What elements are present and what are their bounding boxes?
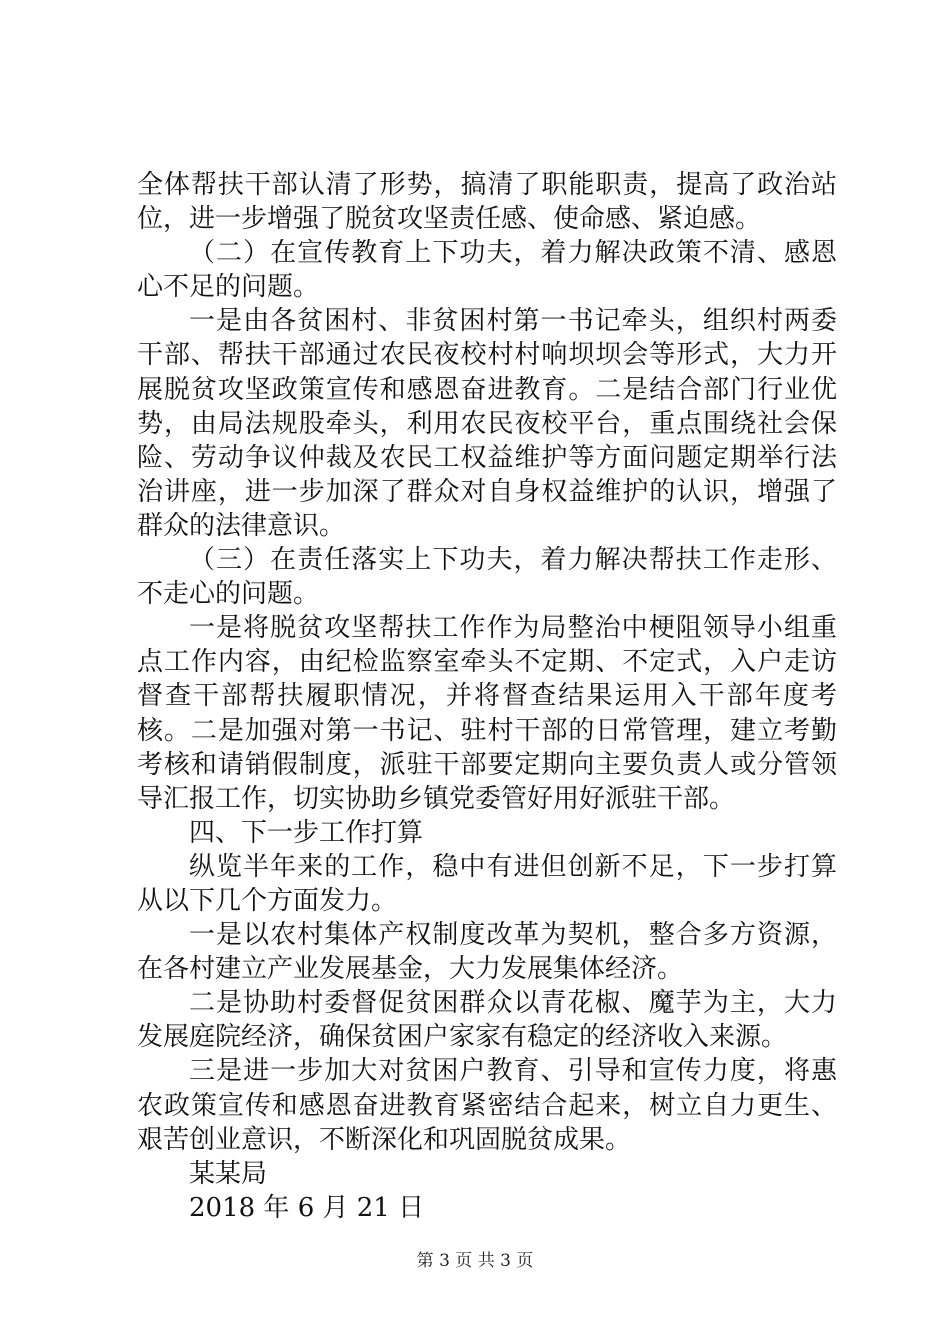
paragraph: 三是进一步加大对贫困户教育、引导和宣传力度，将惠农政策宣传和感恩奋进教育紧密结合起来，树立自力更生、艰苦创业意识，不断深化和巩固脱贫成果。 [137,1056,837,1155]
section-heading-2: （二）在宣传教育上下功夫，着力解决政策不清、感恩心不足的问题。 [137,238,837,303]
paragraph: 纵览半年来的工作，稳中有进但创新不足，下一步打算从以下几个方面发力。 [137,851,837,916]
section-heading-4: 四、下一步工作打算 [189,817,424,848]
section-heading-3: （三）在责任落实上下功夫，着力解决帮扶工作走形、不走心的问题。 [137,545,837,610]
signature-org: 某某局 [189,1158,268,1189]
paragraph: 二是协助村委督促贫困群众以青花椒、魔芋为主，大力发展庭院经济，确保贫困户家家有稳定的经济收入来源。 [137,988,837,1053]
paragraph: 一是以农村集体产权制度改革为契机，整合多方资源，在各村建立产业发展基金，大力发展集体经济。 [137,920,837,985]
signature-date: 2018 年 6 月 21 日 [189,1192,425,1223]
document-body [137,168,837,1225]
paragraph: 一是由各贫困村、非贫困村第一书记牵头，组织村两委干部、帮扶干部通过农民夜校村村响坝坝会等形式，大力开展脱贫攻坚政策宣传和感恩奋进教育。二是结合部门行业优势，由局法规股牵头，利用农民夜校平台，重点围绕社会保险、劳动争议仲裁及农民工权益维护等方面问题定期举行法治讲座，进一步加深了群众对自身权益维护的认识，增强了群众的法律意识。 [137,306,837,541]
page-footer: 第 3 页 共 3 页 [416,1251,534,1271]
paragraph-continuation: 全体帮扶干部认清了形势，搞清了职能职责，提高了政治站位，进一步增强了脱贫攻坚责任感、使命感、紧迫感。 [137,170,837,235]
paragraph: 一是将脱贫攻坚帮扶工作作为局整治中梗阻领导小组重点工作内容，由纪检监察室牵头不定期、不定式，入户走访督查干部帮扶履职情况，并将督查结果运用入干部年度考核。二是加强对第一书记、驻村干部的日常管理，建立考勤考核和请销假制度，派驻干部要定期向主要负责人或分管领导汇报工作，切实协助乡镇党委管好用好派驻干部。 [137,613,837,814]
